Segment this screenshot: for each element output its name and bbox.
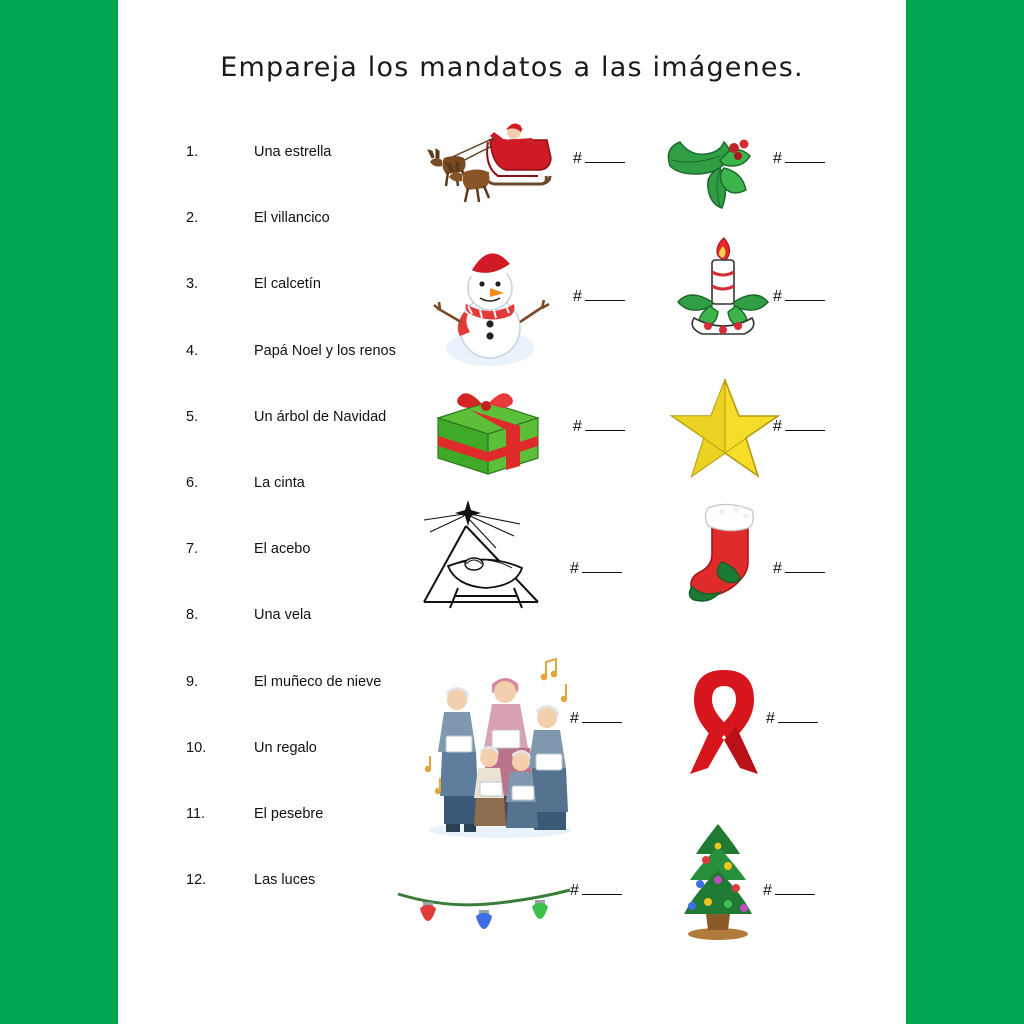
list-item-number: 9.	[186, 673, 199, 690]
worksheet-page	[118, 0, 906, 1024]
answer-line[interactable]	[785, 419, 825, 431]
list-item-number: 2.	[186, 210, 199, 227]
holly-leaves-berries-icon	[658, 124, 778, 224]
page-title: Empareja los mandatos a las imágenes.	[220, 52, 804, 83]
string-of-lights-icon	[394, 876, 574, 946]
answer-line[interactable]	[775, 883, 815, 895]
answer-line[interactable]	[582, 561, 622, 573]
snowman-icon	[428, 236, 558, 368]
carolers-singing-icon	[420, 640, 580, 840]
answer-line[interactable]	[585, 419, 625, 431]
answer-line[interactable]	[585, 289, 625, 301]
list-item-number: 6.	[186, 474, 199, 491]
answer-blank-5[interactable]	[573, 418, 625, 436]
list-item-number: 12.	[186, 872, 207, 889]
answer-hash: #	[570, 882, 579, 899]
list-item-label: El acebo	[254, 541, 311, 558]
nativity-manger-icon	[414, 496, 562, 614]
answer-hash: #	[773, 418, 782, 435]
list-item-label: Un árbol de Navidad	[254, 408, 387, 425]
list-item-number: 5.	[186, 408, 199, 425]
list-item-label: La cinta	[254, 474, 305, 491]
answer-line[interactable]	[778, 711, 818, 723]
list-item-number: 7.	[186, 541, 199, 558]
answer-hash: #	[766, 710, 775, 727]
gold-star-icon	[668, 376, 782, 480]
santa-sleigh-reindeer-icon	[418, 116, 558, 216]
answer-hash: #	[773, 288, 782, 305]
list-item-number: 11.	[186, 805, 206, 822]
wrapped-gift-icon	[426, 384, 550, 482]
answer-line[interactable]	[582, 883, 622, 895]
answer-blank-2[interactable]	[773, 150, 825, 168]
answer-blank-9[interactable]	[570, 710, 622, 728]
red-ribbon-icon	[672, 660, 776, 780]
list-item-label: Las luces	[254, 872, 316, 889]
answer-hash: #	[773, 560, 782, 577]
list-item-label: El calcetín	[254, 276, 321, 293]
answer-blank-7[interactable]	[570, 560, 622, 578]
answer-blank-1[interactable]	[573, 150, 625, 168]
answer-line[interactable]	[785, 289, 825, 301]
christmas-stocking-icon	[678, 500, 778, 612]
answer-hash: #	[570, 560, 579, 577]
answer-line[interactable]	[582, 711, 622, 723]
list-item-number: 4.	[186, 342, 199, 359]
answer-blank-11[interactable]	[570, 882, 622, 900]
answer-blank-6[interactable]	[773, 418, 825, 436]
answer-hash: #	[573, 418, 582, 435]
list-item-number: 3.	[186, 276, 199, 293]
list-item-label: El pesebre	[254, 805, 324, 822]
candle-with-holly-icon	[668, 232, 778, 342]
answer-blank-10[interactable]	[766, 710, 818, 728]
answer-hash: #	[773, 150, 782, 167]
answer-hash: #	[570, 710, 579, 727]
list-item-label: El muñeco de nieve	[254, 673, 382, 690]
answer-line[interactable]	[785, 151, 825, 163]
list-item-number: 8.	[186, 607, 199, 624]
answer-hash: #	[573, 150, 582, 167]
list-item-label: Un regalo	[254, 739, 317, 756]
answer-line[interactable]	[585, 151, 625, 163]
answer-line[interactable]	[785, 561, 825, 573]
list-item-label: El villancico	[254, 210, 330, 227]
list-item-label: Una vela	[254, 607, 312, 624]
christmas-tree-icon	[656, 818, 780, 940]
answer-blank-4[interactable]	[773, 288, 825, 306]
list-item-number: 10.	[186, 739, 207, 756]
answer-blank-8[interactable]	[773, 560, 825, 578]
list-item-label: Papá Noel y los renos	[254, 342, 396, 359]
answer-blank-3[interactable]	[573, 288, 625, 306]
list-item-label: Una estrella	[254, 144, 332, 160]
answer-blank-12[interactable]	[763, 882, 815, 900]
answer-hash: #	[763, 882, 772, 899]
answer-hash: #	[573, 288, 582, 305]
list-item-number: 1.	[186, 144, 199, 160]
